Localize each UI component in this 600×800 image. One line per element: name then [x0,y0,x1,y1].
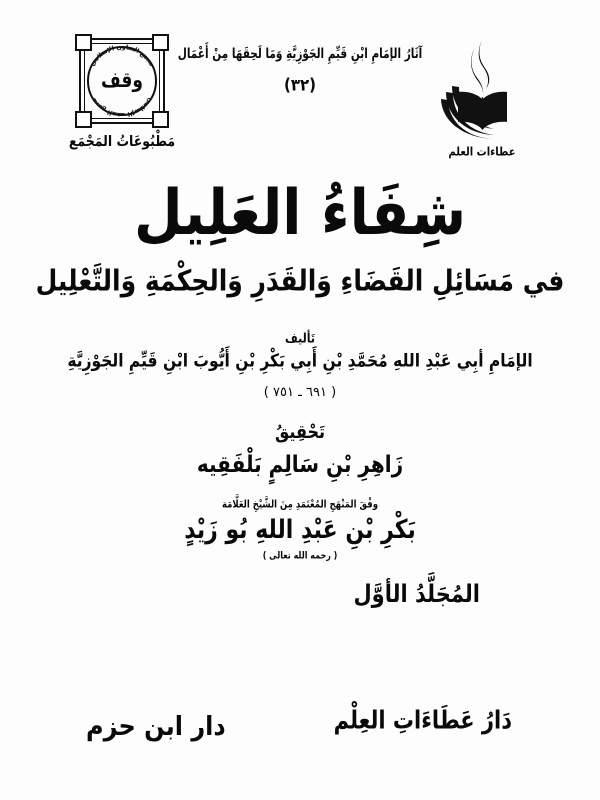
publisher-ataat-al-ilm: دَارُ عَطَاءَاتِ العِلْم [333,705,512,735]
series-title: آثَارُ الإمَامِ ابْنِ قَيِّمِ الجَوْزِيَّةِ وَمَا لَحِقَهَا مِنْ أَعْمَال [177,46,423,62]
supervisor-note: وفْقَ المَنْهَجِ المُعْتَمَدِ مِنَ الشَّيْخِ العَلَّامَة [221,498,379,512]
brand-caption: عطاءات العلم [448,145,516,160]
ataat-al-ilm-logo [422,34,542,184]
seal-corner-notch [75,111,92,128]
seal-core-text: وقف [101,67,143,93]
cover-header-row [0,34,600,184]
supervisor-dua: ( رحمه الله تعالى ) [262,550,338,561]
series-block [150,48,450,94]
author-name: الإمَامِ أبِي عَبْدِ اللهِ مُحَمَّدِ بْنِ أَبِي بَكْرِ بْنِ أَيُّوبَ ابْنِ قَيِّمِ الجَوْزِيَّةِ [67,350,533,372]
seal-ring-text-top: مجمع التعاون الإسلامي [89,43,155,68]
editor-label: تَحْقِيقُ [274,420,325,443]
seal-corner-notch [152,111,169,128]
seal-caption: مَطْبُوعَاتُ المَجْمَع [68,131,176,150]
author-dates: ( ٦٩١ ـ ٧٥١ ) [263,385,337,400]
author-label: تَأليف [285,330,315,347]
open-book-with-flame-icon [428,34,536,146]
publisher-ibn-hazm: دار ابن حزم [86,710,226,742]
supervisor-name: بَكْرِ بْنِ عَبْدِ اللهِ بُو زَيْدٍ [184,515,416,546]
seal-ring-text-bottom: مجمع الفقه الإسلامي [90,96,154,119]
series-number: (٣٢) [283,75,317,95]
editor-name: زَاهِرِ بْنِ سَالِمٍ بَلْفَقِيه [196,450,404,478]
volume-label: المُجَلَّدُ الأوَّل [353,580,480,608]
book-title: شِفَاءُ العَلِيل [133,177,467,250]
book-subtitle: في مَسَائِلِ القَضَاءِ وَالقَدَرِ وَالحِكْمَةِ وَالتَّعْلِيل [35,263,565,298]
seal-corner-notch [75,34,92,51]
seal-ring [87,43,157,119]
